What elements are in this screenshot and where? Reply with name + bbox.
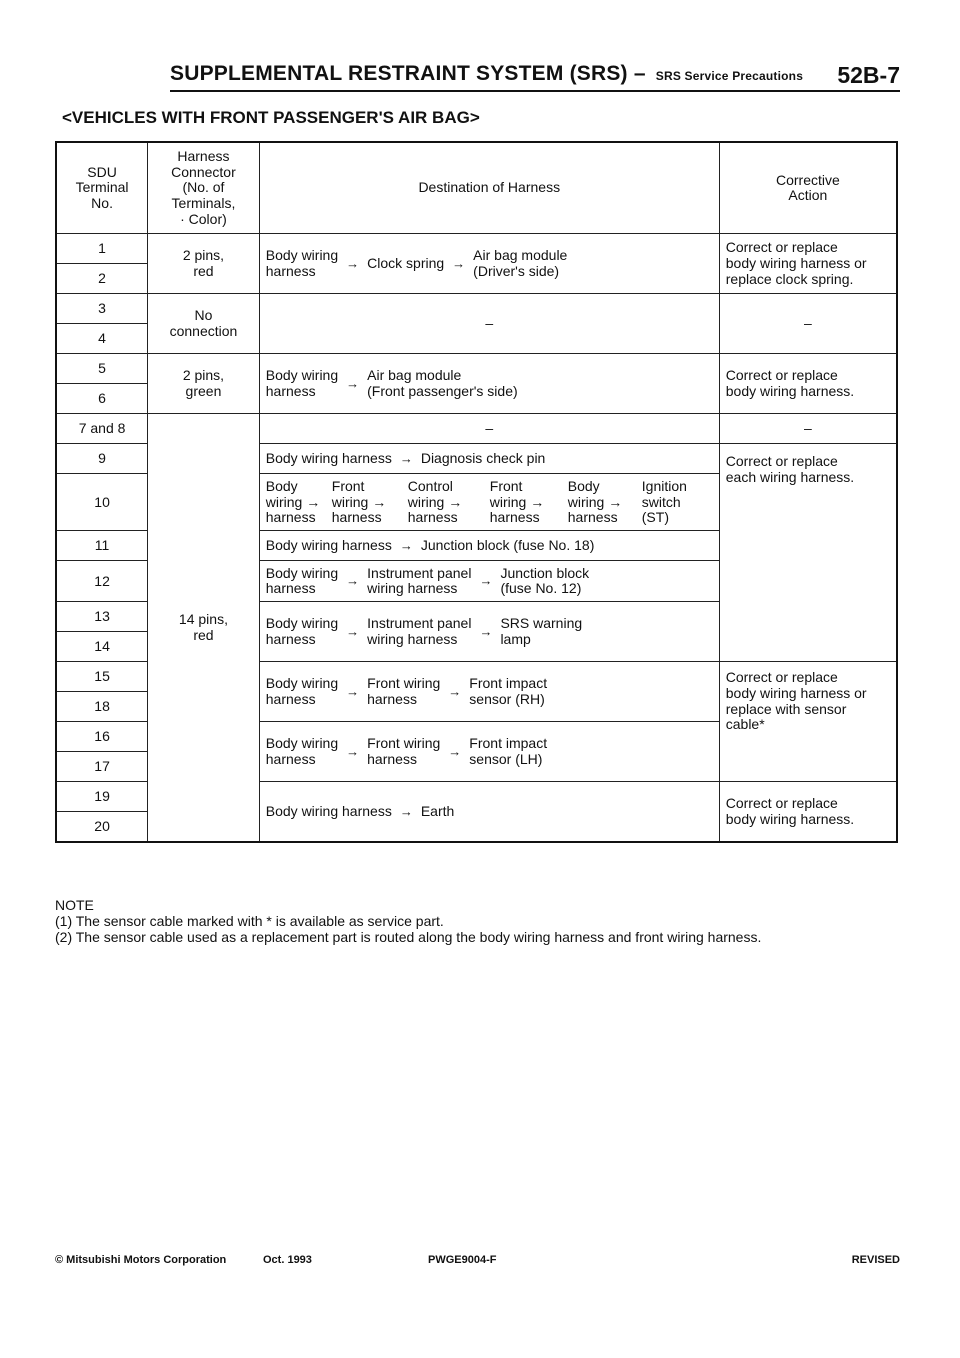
- dest-text: SRS warning: [500, 615, 583, 632]
- terminal-no: 2: [56, 264, 148, 294]
- dest-text: Body: [567, 477, 600, 494]
- connector-text: 2 pins,: [182, 367, 225, 384]
- destination-cell: [259, 782, 719, 843]
- terminal-no: 15: [56, 662, 148, 692]
- dest-text: Body wiring: [265, 367, 339, 384]
- header-text: Terminals,: [171, 195, 236, 212]
- terminal-no: 14: [56, 632, 148, 662]
- dest-text: Body wiring: [265, 615, 339, 632]
- dest-text: Control: [407, 477, 453, 494]
- dest-text: Body wiring: [265, 735, 339, 752]
- connector-text: No: [194, 307, 213, 324]
- action-cell: [719, 354, 897, 414]
- terminal-no: 5: [56, 354, 148, 384]
- arrow-icon: →: [346, 573, 360, 589]
- destination-cell: [259, 561, 719, 602]
- destination-chain: [266, 451, 713, 467]
- dest-text: switch: [641, 493, 681, 510]
- dest-node: [500, 616, 582, 647]
- section-title: <VEHICLES WITH FRONT PASSENGER'S AIR BAG>: [62, 108, 480, 127]
- dest-text: Air bag module: [473, 247, 568, 264]
- dest-node: [473, 248, 567, 279]
- dest-node: Body wiring harness: [265, 803, 392, 820]
- header-terminal: [56, 142, 148, 234]
- dest-text: harness: [265, 509, 316, 526]
- dest-text: Junction block: [500, 564, 590, 581]
- header-title: SUPPLEMENTAL RESTRAINT SYSTEM (SRS): [170, 62, 628, 85]
- terminal-no: 4: [56, 324, 148, 354]
- destination-cell: [259, 474, 719, 531]
- action-cell: –: [719, 414, 897, 444]
- arrow-icon: →: [448, 683, 462, 699]
- dest-node: [367, 566, 471, 597]
- dest-text: harness: [265, 580, 316, 597]
- action-cell: [719, 444, 897, 662]
- destination-chain: [266, 566, 713, 597]
- dest-text: harness: [489, 509, 540, 526]
- destination-chain: [266, 676, 713, 707]
- action-text: Correct or replace: [725, 367, 838, 384]
- action-cell: [719, 662, 897, 782]
- dest-node: [367, 676, 440, 707]
- destination-chain: [266, 479, 713, 526]
- footer-status: REVISED: [851, 1254, 900, 1266]
- dest-text: harness: [367, 690, 417, 707]
- footer-copyright: © Mitsubishi Motors Corporation: [55, 1254, 227, 1266]
- arrow-icon: →: [448, 743, 462, 759]
- note-heading: NOTE: [55, 897, 94, 913]
- arrow-icon: →: [346, 255, 360, 271]
- destination-cell: [259, 722, 719, 782]
- dest-text: sensor (LH): [469, 750, 543, 767]
- action-text: Correct or replace: [725, 669, 838, 686]
- srs-terminal-table: [55, 141, 898, 843]
- terminal-no: 6: [56, 384, 148, 414]
- table-row: [56, 414, 897, 444]
- dest-node: [367, 736, 440, 767]
- dest-text: Body: [265, 477, 298, 494]
- note-item: (1) The sensor cable marked with * is available as service part.: [55, 912, 444, 929]
- dest-node: [469, 736, 547, 767]
- dest-node: Junction block (fuse No. 18): [420, 537, 595, 554]
- connector-cell: [148, 414, 260, 843]
- dest-text: harness: [367, 750, 417, 767]
- dest-text: wiring harness: [367, 630, 458, 647]
- header-text: No.: [91, 195, 113, 212]
- dest-text: Ignition: [641, 477, 687, 494]
- action-text: body wiring harness.: [725, 382, 855, 399]
- notes: [55, 898, 761, 946]
- dest-text: Air bag module: [367, 367, 462, 384]
- connector-cell: [148, 354, 260, 414]
- dest-text: Front impact: [469, 735, 548, 752]
- dest-text: sensor (RH): [469, 690, 545, 707]
- destination-chain: [266, 538, 713, 554]
- header-text: SDU: [87, 163, 117, 180]
- header-destination: Destination of Harness: [259, 142, 719, 234]
- dest-node: [266, 676, 338, 707]
- action-text: body wiring harness or: [725, 255, 867, 272]
- table-row: [56, 354, 897, 384]
- dest-text: Body wiring: [265, 247, 339, 264]
- dest-text: wiring →: [265, 493, 321, 510]
- footer-date: Oct. 1993: [263, 1254, 312, 1266]
- header-title-line: [170, 62, 803, 86]
- dest-text: harness: [265, 630, 316, 647]
- header-text: Terminal: [75, 179, 129, 196]
- action-text: replace with sensor: [725, 700, 847, 717]
- action-text: replace clock spring.: [725, 270, 854, 287]
- dest-text: lamp: [500, 630, 531, 647]
- action-text: each wiring harness.: [725, 469, 855, 486]
- action-text: Correct or replace: [725, 795, 838, 812]
- dest-node: [266, 368, 338, 399]
- header-text: Action: [788, 187, 828, 204]
- dest-text: Front: [489, 477, 523, 494]
- destination-chain: [266, 616, 713, 647]
- action-text: body wiring harness.: [725, 810, 855, 827]
- connector-text: connection: [169, 322, 238, 339]
- table-row: [56, 234, 897, 264]
- terminal-no: 7 and 8: [56, 414, 148, 444]
- terminal-no: 17: [56, 752, 148, 782]
- dest-text: wiring →: [331, 493, 387, 510]
- dest-text: harness: [265, 382, 316, 399]
- connector-cell: [148, 234, 260, 294]
- dest-text: harness: [265, 750, 316, 767]
- dest-text: harness: [265, 262, 316, 279]
- dest-node: [266, 736, 338, 767]
- destination-cell: [259, 354, 719, 414]
- dest-text: harness: [567, 509, 618, 526]
- connector-cell: [148, 294, 260, 354]
- footer-code: PWGE9004-F: [428, 1254, 497, 1266]
- dest-node: [266, 566, 338, 597]
- destination-chain: [266, 248, 713, 279]
- action-text: Correct or replace: [725, 453, 838, 470]
- destination-cell: [259, 662, 719, 722]
- action-cell: –: [719, 294, 897, 354]
- dest-text: harness: [265, 690, 316, 707]
- dest-text: Body wiring: [265, 675, 339, 692]
- terminal-no: 20: [56, 812, 148, 843]
- destination-cell: [259, 234, 719, 294]
- dest-text: wiring →: [407, 493, 463, 510]
- dest-text: (fuse No. 12): [500, 580, 582, 597]
- terminal-no: 11: [56, 531, 148, 561]
- dest-text: Front wiring: [367, 735, 441, 752]
- header-text: Harness: [177, 148, 230, 164]
- destination-cell: –: [259, 414, 719, 444]
- dest-node: Diagnosis check pin: [420, 450, 546, 467]
- terminal-no: 16: [56, 722, 148, 752]
- dest-text: harness: [331, 509, 382, 526]
- table-row: [56, 294, 897, 324]
- dest-node: [469, 676, 547, 707]
- arrow-icon: →: [452, 255, 466, 271]
- dest-node: [367, 368, 518, 399]
- dest-node: Body wiring harness: [265, 450, 392, 467]
- header-text: · Color): [180, 210, 227, 227]
- terminal-no: 12: [56, 561, 148, 602]
- terminal-no: 13: [56, 602, 148, 632]
- connector-text: 14 pins,: [178, 611, 228, 628]
- arrow-icon: →: [479, 623, 493, 639]
- dest-node: [367, 616, 471, 647]
- dest-text: Front wiring: [367, 675, 441, 692]
- dest-node: [266, 616, 338, 647]
- terminal-no: 9: [56, 444, 148, 474]
- dest-text: (Driver's side): [473, 262, 560, 279]
- arrow-icon: →: [346, 743, 360, 759]
- terminal-no: 18: [56, 692, 148, 722]
- destination-chain: [266, 804, 713, 820]
- dest-node: Earth: [420, 803, 455, 820]
- header-rule: [170, 90, 900, 92]
- destination-cell: [259, 444, 719, 474]
- dest-text: (Front passenger's side): [367, 382, 518, 399]
- dest-text: Front: [331, 477, 365, 494]
- action-text: body wiring harness or: [725, 685, 867, 702]
- terminal-no: 10: [56, 474, 148, 531]
- connector-text: green: [185, 382, 222, 399]
- destination-cell: [259, 531, 719, 561]
- dest-text: wiring harness: [367, 580, 458, 597]
- arrow-icon: →: [346, 683, 360, 699]
- header-connector: [148, 142, 260, 234]
- dest-node: [266, 248, 338, 279]
- header-action: [719, 142, 897, 234]
- dest-node: [500, 566, 589, 597]
- connector-text: 2 pins,: [182, 247, 225, 264]
- header-dash: –: [633, 62, 646, 85]
- action-cell: [719, 234, 897, 294]
- terminal-no: 19: [56, 782, 148, 812]
- header-text: Connector: [171, 163, 236, 180]
- header-text: (No. of: [182, 179, 225, 196]
- table-header-row: [56, 142, 897, 234]
- action-text: Correct or replace: [725, 239, 838, 256]
- dest-text: Instrument panel: [367, 564, 472, 581]
- arrow-icon: →: [399, 537, 413, 553]
- arrow-icon: →: [399, 803, 413, 819]
- destination-cell: [259, 602, 719, 662]
- dest-text: Instrument panel: [367, 615, 472, 632]
- header-subtitle: SRS Service Precautions: [655, 69, 804, 83]
- connector-text: red: [193, 626, 214, 643]
- arrow-icon: →: [479, 573, 493, 589]
- destination-chain: [266, 368, 713, 399]
- action-cell: [719, 782, 897, 843]
- dest-text: Body wiring: [265, 564, 339, 581]
- arrow-icon: →: [346, 623, 360, 639]
- action-text: cable*: [725, 716, 765, 733]
- dest-text: wiring →: [489, 493, 545, 510]
- arrow-icon: →: [399, 450, 413, 466]
- destination-chain: [266, 736, 713, 767]
- dest-text: harness: [407, 509, 458, 526]
- connector-text: red: [193, 262, 214, 279]
- destination-cell: –: [259, 294, 719, 354]
- page-number: 52B-7: [837, 62, 900, 88]
- header-text: Corrective: [775, 171, 840, 188]
- note-item: (2) The sensor cable used as a replacement part is routed along the body wiring harness and front wiring harness.: [55, 928, 762, 945]
- arrow-icon: →: [346, 375, 360, 391]
- page-header: [170, 60, 900, 92]
- dest-text: (ST): [641, 509, 669, 526]
- dest-node: Clock spring: [367, 255, 445, 272]
- dest-node: Body wiring harness: [265, 537, 392, 554]
- dest-text: Front impact: [469, 675, 548, 692]
- dest-text: wiring →: [567, 493, 623, 510]
- terminal-no: 3: [56, 294, 148, 324]
- terminal-no: 1: [56, 234, 148, 264]
